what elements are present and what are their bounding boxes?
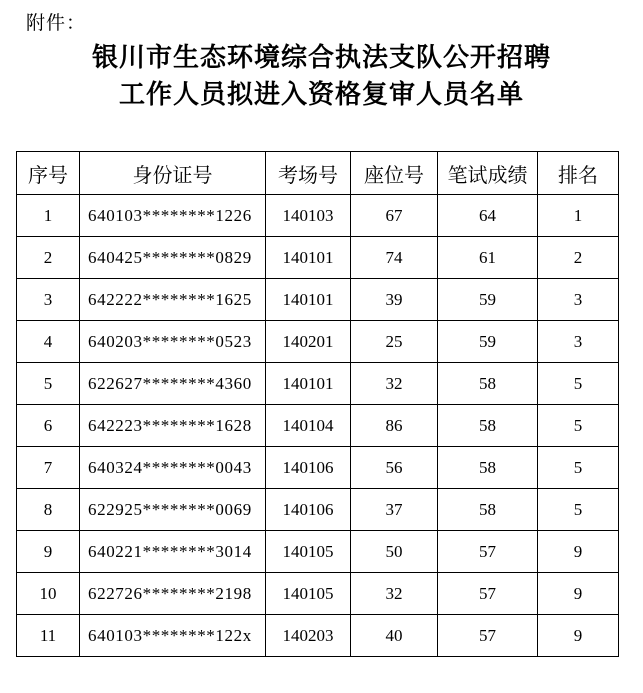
rank-cell: 5 <box>538 363 619 405</box>
exam-room-cell: 140103 <box>266 195 351 237</box>
rank-cell: 9 <box>538 615 619 657</box>
seat-number-cell: 32 <box>351 363 438 405</box>
id-number-cell: 640425********0829 <box>80 237 266 279</box>
written-score-cell: 61 <box>438 237 538 279</box>
seat-number-cell: 32 <box>351 573 438 615</box>
rank-cell: 9 <box>538 573 619 615</box>
seat-number-cell: 37 <box>351 489 438 531</box>
seat-number-cell: 67 <box>351 195 438 237</box>
table-row <box>17 447 619 489</box>
header-exam-room: 考场号 <box>266 152 351 195</box>
written-score-cell: 58 <box>438 405 538 447</box>
rank-cell: 2 <box>538 237 619 279</box>
document-title-line-2: 工作人员拟进入资格复审人员名单 <box>118 80 524 110</box>
seat-number-cell: 39 <box>351 279 438 321</box>
exam-room-cell: 140106 <box>266 447 351 489</box>
attachment-label: 附件： <box>26 12 87 34</box>
id-number-cell: 642222********1625 <box>80 279 266 321</box>
header-written-score: 笔试成绩 <box>438 152 538 195</box>
table-row <box>17 531 619 573</box>
written-score-cell: 57 <box>438 573 538 615</box>
id-number-cell: 642223********1628 <box>80 405 266 447</box>
table-row <box>17 489 619 531</box>
serial-number-cell: 4 <box>17 321 80 363</box>
exam-room-cell: 140106 <box>266 489 351 531</box>
exam-room-cell: 140101 <box>266 237 351 279</box>
exam-room-cell: 140201 <box>266 321 351 363</box>
written-score-cell: 58 <box>438 447 538 489</box>
rank-cell: 3 <box>538 321 619 363</box>
seat-number-cell: 56 <box>351 447 438 489</box>
header-seat-number: 座位号 <box>351 152 438 195</box>
table-row <box>17 195 619 237</box>
header-id-number: 身份证号 <box>80 152 266 195</box>
id-number-cell: 640103********122x <box>80 615 266 657</box>
rank-cell: 5 <box>538 405 619 447</box>
serial-number-cell: 3 <box>17 279 80 321</box>
rank-cell: 5 <box>538 447 619 489</box>
id-number-cell: 622726********2198 <box>80 573 266 615</box>
seat-number-cell: 25 <box>351 321 438 363</box>
serial-number-cell: 5 <box>17 363 80 405</box>
rank-cell: 3 <box>538 279 619 321</box>
header-serial-number: 序号 <box>17 152 80 195</box>
seat-number-cell: 74 <box>351 237 438 279</box>
serial-number-cell: 7 <box>17 447 80 489</box>
written-score-cell: 59 <box>438 321 538 363</box>
exam-room-cell: 140101 <box>266 279 351 321</box>
table-row <box>17 573 619 615</box>
serial-number-cell: 1 <box>17 195 80 237</box>
id-number-cell: 640203********0523 <box>80 321 266 363</box>
id-number-cell: 640103********1226 <box>80 195 266 237</box>
rank-cell: 1 <box>538 195 619 237</box>
serial-number-cell: 8 <box>17 489 80 531</box>
rank-cell: 9 <box>538 531 619 573</box>
serial-number-cell: 2 <box>17 237 80 279</box>
table-row <box>17 321 619 363</box>
table-row <box>17 279 619 321</box>
seat-number-cell: 40 <box>351 615 438 657</box>
id-number-cell: 640324********0043 <box>80 447 266 489</box>
exam-room-cell: 140203 <box>266 615 351 657</box>
exam-room-cell: 140105 <box>266 531 351 573</box>
table-row <box>17 615 619 657</box>
id-number-cell: 622627********4360 <box>80 363 266 405</box>
candidate-table <box>16 151 619 657</box>
seat-number-cell: 86 <box>351 405 438 447</box>
written-score-cell: 57 <box>438 615 538 657</box>
written-score-cell: 64 <box>438 195 538 237</box>
exam-room-cell: 140105 <box>266 573 351 615</box>
table-row <box>17 363 619 405</box>
table-header-row <box>17 152 619 195</box>
serial-number-cell: 11 <box>17 615 80 657</box>
written-score-cell: 57 <box>438 531 538 573</box>
exam-room-cell: 140104 <box>266 405 351 447</box>
document-title-line-1: 银川市生态环境综合执法支队公开招聘 <box>91 43 551 73</box>
written-score-cell: 58 <box>438 363 538 405</box>
rank-cell: 5 <box>538 489 619 531</box>
id-number-cell: 622925********0069 <box>80 489 266 531</box>
written-score-cell: 58 <box>438 489 538 531</box>
serial-number-cell: 9 <box>17 531 80 573</box>
seat-number-cell: 50 <box>351 531 438 573</box>
exam-room-cell: 140101 <box>266 363 351 405</box>
serial-number-cell: 10 <box>17 573 80 615</box>
table-row <box>17 237 619 279</box>
table-body <box>17 195 619 657</box>
written-score-cell: 59 <box>438 279 538 321</box>
header-rank: 排名 <box>538 152 619 195</box>
id-number-cell: 640221********3014 <box>80 531 266 573</box>
table-row <box>17 405 619 447</box>
serial-number-cell: 6 <box>17 405 80 447</box>
